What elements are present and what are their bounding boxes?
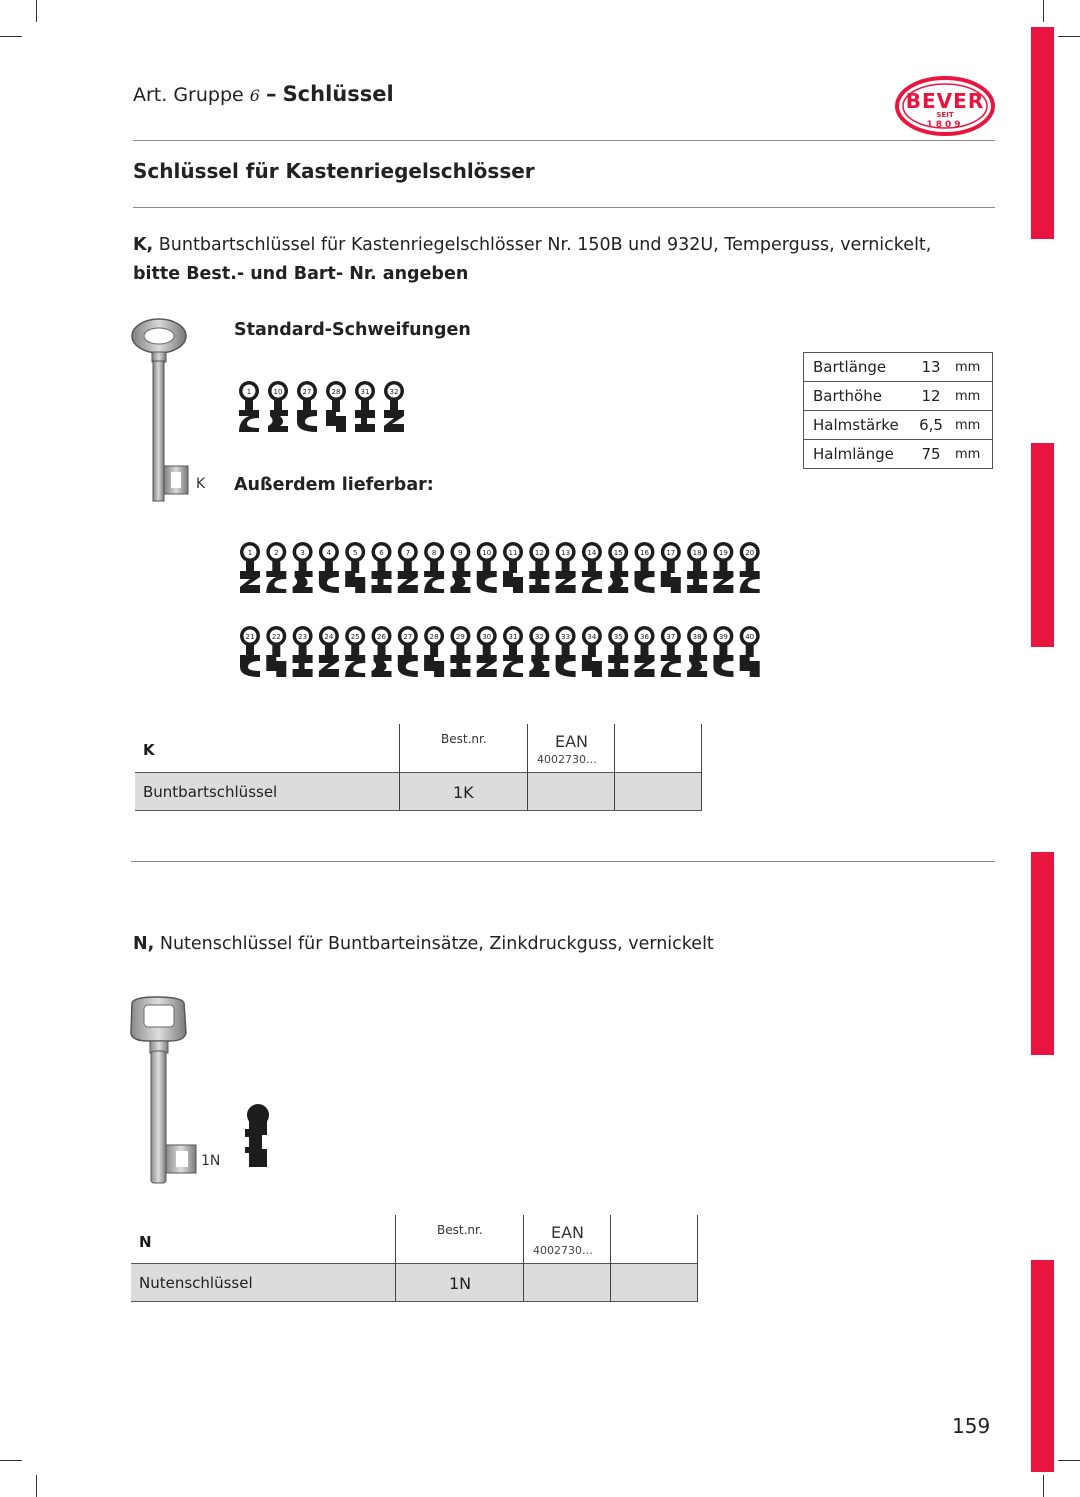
bestnr-header: Best.nr.	[437, 1223, 483, 1237]
spec-value: 75	[921, 445, 941, 463]
bit-number-label: 35	[613, 633, 623, 641]
bit-number-label: 19	[718, 549, 728, 557]
spec-label: Halmlänge	[813, 445, 894, 463]
product-n-table	[131, 1215, 698, 1301]
bit-number-label: 20	[745, 549, 755, 557]
crop-mark	[0, 36, 22, 37]
key-bit-shape	[687, 542, 707, 593]
spec-unit: mm	[951, 353, 993, 382]
crop-mark	[1043, 0, 1044, 22]
key-bit-shape	[661, 542, 681, 593]
bit-number-label: 32	[389, 388, 399, 396]
logo-seit: SEIT	[936, 111, 954, 119]
spec-row	[804, 440, 993, 469]
bit-number-label: 30	[482, 633, 492, 641]
bit-key-image	[128, 316, 192, 506]
spec-unit: mm	[951, 411, 993, 440]
spec-value: 6,5	[911, 411, 951, 440]
spec-label: Barthöhe	[804, 382, 912, 411]
key-bit-shape	[503, 626, 523, 677]
key-bit-shape	[661, 626, 681, 677]
article-group-header	[133, 82, 394, 106]
standard-heading: Standard-Schweifungen	[234, 320, 471, 340]
key-n-caption: 1N	[201, 1153, 221, 1169]
bit-number-label: 2	[274, 549, 279, 557]
key-bit-shape	[372, 626, 392, 677]
product-k-code: 1K	[453, 783, 474, 802]
key-bit-shape	[503, 542, 523, 593]
bit-number-label: 37	[666, 633, 676, 641]
section-rule	[133, 207, 995, 208]
bit-number-label: 26	[377, 633, 386, 641]
key-bit-shape	[740, 626, 760, 677]
key-bit-shape	[345, 626, 365, 677]
key-bit-shape	[384, 381, 404, 432]
bit-number-label: 7	[405, 549, 411, 557]
key-bit-shape	[556, 626, 576, 677]
key-bit-shape	[297, 381, 317, 432]
key-bit-shape	[398, 626, 418, 677]
ean-header: EAN	[555, 732, 589, 751]
key-bit-shape	[372, 542, 392, 593]
key-bit-shape	[319, 626, 339, 677]
bit-number-label: 25	[350, 633, 360, 641]
crop-mark	[1058, 1460, 1080, 1461]
spec-value: 12	[911, 382, 951, 411]
standard-bit-shapes	[233, 378, 409, 444]
key-bit-shape	[319, 542, 339, 593]
bit-number-label: 40	[745, 633, 755, 641]
bit-number-label: 32	[534, 633, 544, 641]
key-bit-shape	[608, 542, 628, 593]
product-n-table-label: N	[139, 1233, 152, 1251]
spec-row	[804, 353, 993, 382]
group-prefix: Art. Gruppe	[133, 84, 244, 106]
bit-number-label: 18	[692, 549, 702, 557]
ean-header: EAN	[551, 1223, 585, 1242]
key-bit-shape	[266, 626, 286, 677]
group-number: 6	[249, 86, 260, 105]
bit-number-label: 8	[431, 549, 437, 557]
bit-number-label: 3	[300, 549, 305, 557]
bit-number-label: 15	[613, 549, 623, 557]
bit-number-label: 36	[640, 633, 649, 641]
product-n-description	[133, 930, 714, 959]
bit-number-label: 17	[666, 549, 676, 557]
key-bit-shape	[345, 542, 365, 593]
crop-mark	[0, 1460, 22, 1461]
key-bit-shape	[424, 626, 444, 677]
bit-number-label: 9	[458, 549, 463, 557]
bever-logo	[893, 75, 997, 137]
key-bit-shape	[240, 542, 260, 593]
extra-bit-shapes-row1	[236, 539, 776, 605]
bit-number-label: 31	[508, 633, 518, 641]
bit-number-label: 10	[273, 388, 283, 396]
key-bit-shape	[529, 626, 549, 677]
bit-number-label: 33	[561, 633, 571, 641]
bit-number-label: 1	[247, 549, 253, 557]
bit-number-label: 6	[379, 549, 384, 557]
header-rule	[133, 140, 995, 141]
key-bit-shape	[266, 542, 286, 593]
key-bit-shape	[713, 542, 733, 593]
bit-number-label: 38	[692, 633, 702, 641]
bit-number-label: 4	[326, 549, 332, 557]
key-k-caption: K	[196, 476, 206, 492]
spec-unit: mm	[955, 446, 981, 462]
bit-number-label: 21	[245, 633, 255, 641]
key-bit-shape	[687, 626, 707, 677]
product-k-note: bitte Best.- und Bart- Nr. angeben	[133, 264, 469, 284]
product-n-text: Nutenschlüssel für Buntbarteinsätze, Zinkdruckguss, vernickelt	[154, 934, 714, 954]
key-bit-shape	[239, 381, 259, 432]
key-bit-shape	[293, 626, 313, 677]
product-k-description	[133, 231, 931, 289]
key-bit-shape	[740, 542, 760, 593]
divider-rule	[131, 861, 995, 862]
bit-number-label: 27	[403, 633, 413, 641]
ean-prefix: 4002730…	[533, 1244, 593, 1257]
key-bit-shape	[326, 381, 346, 432]
bit-number-label: 22	[271, 633, 281, 641]
bit-number-label: 34	[587, 633, 597, 641]
crop-mark	[1058, 36, 1080, 37]
key-bit-shape	[240, 626, 260, 677]
bit-number-label: 14	[587, 549, 597, 557]
product-n-code: 1N	[449, 1274, 472, 1293]
spec-table	[803, 352, 993, 469]
spec-label: Halmstärke	[804, 411, 912, 440]
bit-number-label: 28	[331, 388, 341, 396]
product-k-name: Buntbartschlüssel	[143, 783, 278, 801]
group-separator: –	[266, 82, 277, 106]
bit-number-label: 29	[455, 633, 465, 641]
key-bit-shape	[477, 542, 497, 593]
product-k-table-label: K	[143, 741, 155, 759]
key-bit-shape	[713, 626, 733, 677]
crop-mark	[36, 0, 37, 22]
key-bit-shape	[398, 542, 418, 593]
bit-number-label: 13	[561, 549, 571, 557]
spec-value: 13	[911, 353, 951, 382]
bit-number-label: 28	[429, 633, 439, 641]
product-k-lead: K,	[133, 235, 154, 255]
bit-number-label: 11	[508, 549, 518, 557]
bit-number-label: 27	[302, 388, 312, 396]
logo-year: 1809	[926, 120, 964, 130]
bit-number-label: 1	[246, 388, 252, 396]
bit-number-label: 16	[640, 549, 649, 557]
groove-bit-shape	[243, 1103, 273, 1169]
thumb-index-tab	[1031, 443, 1054, 647]
logo-wordmark: BEVER	[905, 89, 985, 113]
key-bit-shape	[608, 626, 628, 677]
key-bit-shape	[424, 542, 444, 593]
bit-number-label: 10	[482, 549, 492, 557]
key-bit-shape	[635, 626, 655, 677]
key-bit-shape	[268, 381, 288, 432]
spec-row	[804, 382, 993, 411]
spec-unit: mm	[951, 382, 993, 411]
section-title: Schlüssel für Kastenriegelschlösser	[133, 159, 535, 183]
spec-label: Bartlänge	[804, 353, 912, 382]
extra-heading: Außerdem lieferbar:	[234, 475, 434, 495]
key-bit-shape	[582, 542, 602, 593]
bit-number-label: 23	[298, 633, 308, 641]
bit-number-label: 5	[352, 549, 358, 557]
key-bit-shape	[556, 542, 576, 593]
key-bit-shape	[450, 626, 470, 677]
key-bit-shape	[450, 542, 470, 593]
bit-number-label: 24	[324, 633, 334, 641]
crop-mark	[36, 1475, 37, 1497]
bestnr-header: Best.nr.	[441, 732, 487, 746]
product-n-name: Nutenschlüssel	[139, 1274, 253, 1292]
thumb-index-tab	[1031, 852, 1054, 1055]
thumb-index-tab	[1031, 1260, 1054, 1472]
bit-number-label: 12	[534, 549, 544, 557]
thumb-index-tab	[1031, 27, 1054, 239]
product-n-lead: N,	[133, 934, 155, 954]
group-title: Schlüssel	[282, 82, 394, 106]
key-bit-shape	[635, 542, 655, 593]
key-bit-shape	[477, 626, 497, 677]
product-k-table	[135, 724, 702, 810]
key-bit-shape	[355, 381, 375, 432]
ean-prefix: 4002730…	[537, 753, 597, 766]
key-bit-shape	[582, 626, 602, 677]
bit-number-label: 39	[718, 633, 728, 641]
key-bit-shape	[529, 542, 549, 593]
page-number: 159	[952, 1414, 991, 1438]
product-k-text: Buntbartschlüssel für Kastenriegelschlösser Nr. 150B und 932U, Temperguss, vernickelt,	[153, 235, 932, 255]
spec-row	[804, 411, 993, 440]
groove-key-image	[126, 995, 202, 1187]
bit-number-label: 31	[360, 388, 370, 396]
key-bit-shape	[293, 542, 313, 593]
extra-bit-shapes-row2	[236, 623, 776, 689]
crop-mark	[1043, 1475, 1044, 1497]
